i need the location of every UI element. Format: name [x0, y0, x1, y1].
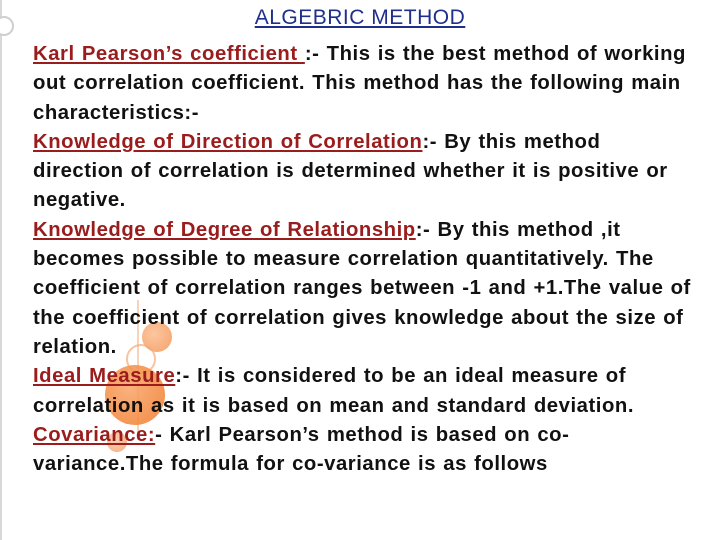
slide-body	[33, 40, 693, 479]
heading-karl-pearson: Karl Pearson’s coefficient	[33, 43, 305, 65]
heading-direction: Knowledge of Direction of Correlation	[33, 130, 423, 153]
paragraph-karl-pearson	[33, 40, 693, 128]
left-border-line	[0, 0, 8, 540]
separator: :-	[304, 43, 320, 65]
separator: :-	[415, 218, 431, 241]
paragraph-ideal-measure	[33, 362, 693, 421]
paragraph-text: By this method ,it becomes possible to measure correlation quantitatively. The coefficient of correlation ranges between -1 and +1.The value of the coefficient of correlation gives knowledge about the size of relation.	[33, 218, 691, 358]
paragraph-text: This is the best method of working out correlation coefficient. This method has the following main characteristics:-	[33, 43, 686, 124]
paragraph-degree	[33, 216, 693, 362]
separator: :-	[175, 365, 190, 388]
paragraph-text: It is considered to be an ideal measure of correlation as it is based on mean and standard deviation.	[33, 365, 635, 417]
separator: :-	[422, 130, 438, 153]
paragraph-covariance	[33, 421, 693, 480]
page-title: ALGEBRIC METHOD	[254, 6, 466, 29]
heading-covariance: Covariance:	[33, 423, 156, 446]
heading-ideal-measure: Ideal Measure	[33, 365, 176, 388]
paragraph-direction	[33, 128, 693, 216]
paragraph-text: Karl Pearson’s method is based on co-variance.The formula for co-variance is as follows	[33, 423, 570, 476]
heading-degree: Knowledge of Degree of Relationship	[33, 218, 416, 241]
paragraph-text: By this method direction of correlation is determined whether it is positive or negative.	[33, 130, 668, 212]
separator: -	[155, 423, 163, 446]
